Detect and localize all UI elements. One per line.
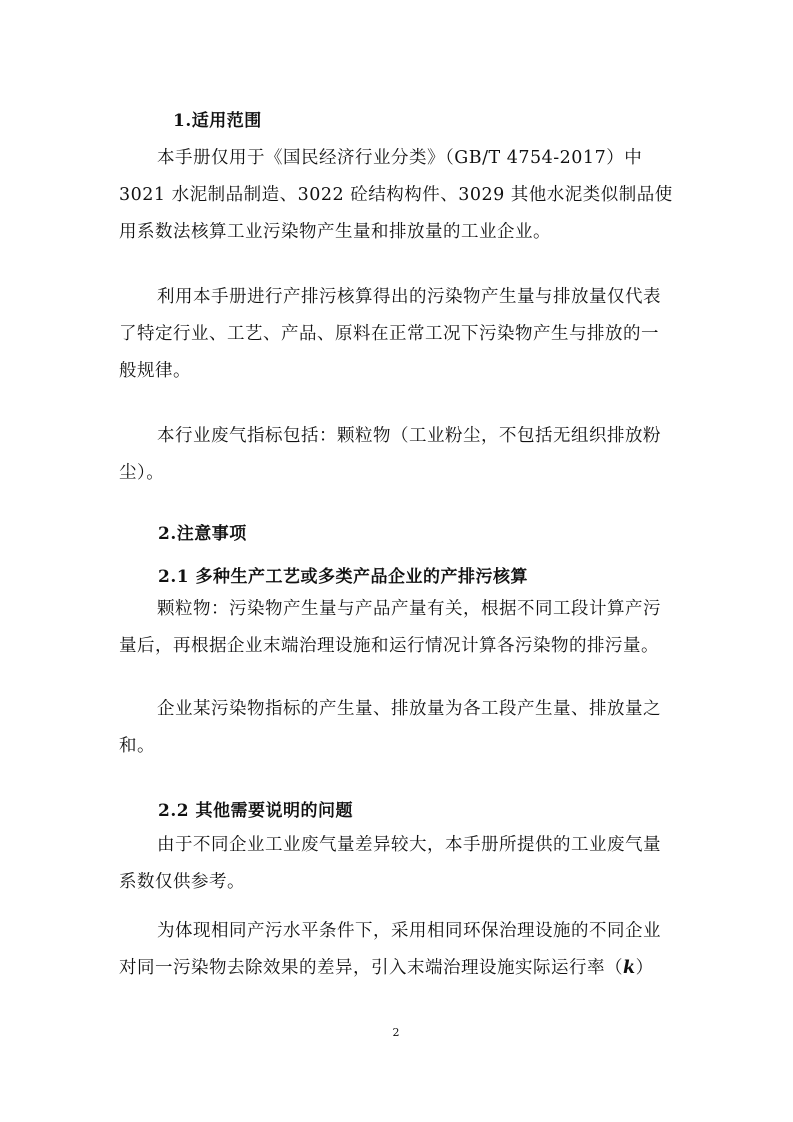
operation-rate-close-paren: ） [635, 958, 654, 978]
section-2-2-paragraph-operation-rate [119, 913, 675, 987]
section-1-paragraph-indicators: 本行业废气指标包括：颗粒物（工业粉尘，不包括无组织排放粉尘）。 [119, 426, 661, 483]
section-2-2-paragraph-gas-volume: 由于不同企业工业废气量差异较大，本手册所提供的工业废气量系数仅供参考。 [119, 835, 661, 892]
page-number: 2 [392, 1026, 400, 1039]
section-1-paragraph-usage: 利用本手册进行产排污核算得出的污染物产生量与排放量仅代表了特定行业、工艺、产品、原料在正常工况下污染物产生与排放的一般规律。 [119, 287, 661, 381]
section-2-1-paragraph-particulate: 颗粒物：污染物产生量与产品产量有关，根据不同工段计算产污量后，再根据企业末端治理设施和运行情况计算各污染物的排污量。 [119, 599, 661, 656]
operation-rate-text: 为体现相同产污水平条件下，采用相同环保治理设施的不同企业对同一污染物去除效果的差异，引入末端治理设施实际运行率（ [119, 921, 661, 978]
section-2-heading: 2.注意事项 [158, 524, 247, 544]
section-2-1-paragraph-sum: 企业某污染物指标的产生量、排放量为各工段产生量、排放量之和。 [119, 699, 661, 756]
operation-rate-variable: k [623, 958, 636, 978]
section-2-1-heading: 2.1 多种生产工艺或多类产品企业的产排污核算 [158, 567, 528, 587]
section-2-2-heading: 2.2 其他需要说明的问题 [158, 801, 353, 821]
section-1-heading: 1.适用范围 [173, 111, 262, 131]
section-1-paragraph-scope: 本手册仅用于《国民经济行业分类》（GB/T 4754-2017）中 3021 水泥制品制造、3022 砼结构构件、3029 其他水泥类似制品使用系数法核算工业污染物产生量和排放量的工业企业。 [119, 148, 673, 242]
